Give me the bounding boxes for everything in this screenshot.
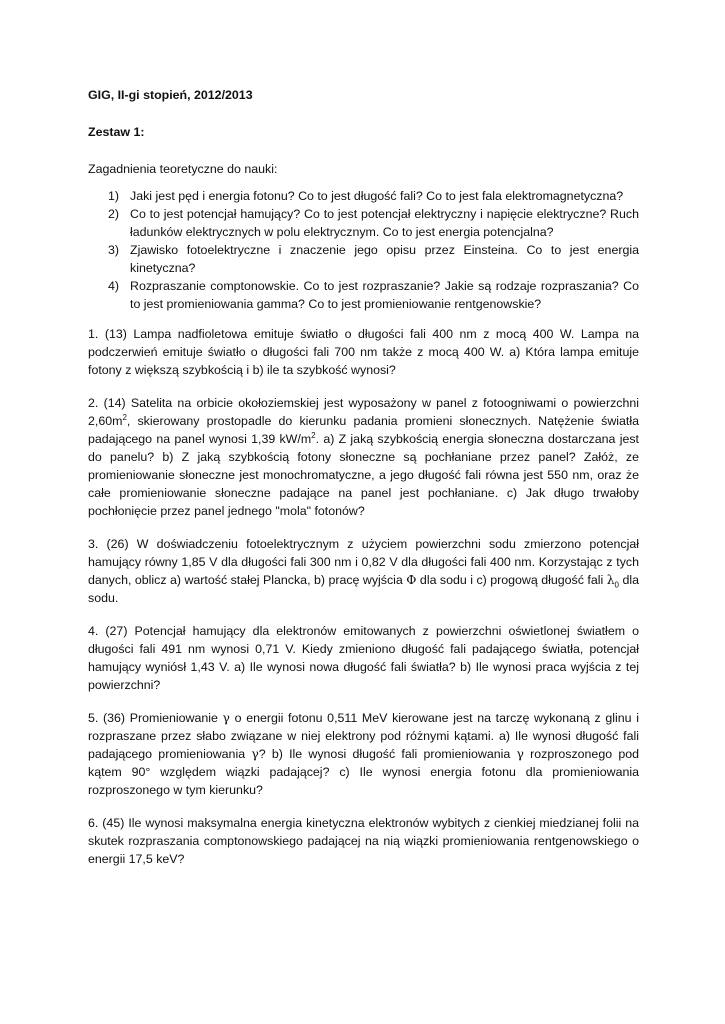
task-5-part-c: ? b) Ile wynosi długość fali promieniowania <box>258 747 517 761</box>
topic-text: Co to jest potencjał hamujący? Co to jest potencjał elektryczny i napięcie elektryczne? Ruch ładunków elektrycznych w polu elektrycznym. Co to jest energia potencjalna? <box>130 207 639 239</box>
task-2-part-c: . a) Z jaką szybkością energia słoneczna dostarczana jest do panelu? b) Z jaką szybkością fotony słoneczne są pochłaniane przez panel? Załóż, ze promieniowanie słoneczne jest monochromatyczne, a jego długość fali równa jest 550 nm, oraz że całe promieniowanie słoneczne padające na panel jest pochłaniane. c) Jak długo trwałoby pochłonięcie przez panel jednego "mola" fotonów? <box>88 432 639 518</box>
task-5-part-b: o energii fotonu 0,511 MeV kierowane jest na tarczę wykonaną z glinu i rozpraszane przez słabo związane w niej elektrony pod różnymi kątami. a) Ile wynosi długość fali padającego promieniowania <box>88 711 639 761</box>
lambda-symbol: λ <box>606 572 615 587</box>
topic-number: 2) <box>108 207 120 221</box>
topic-text: Jaki jest pęd i energia fotonu? Co to jest długość fali? Co to jest fala elektromagnetyczna? <box>130 189 624 203</box>
topics-list <box>88 187 639 313</box>
set-heading: Zestaw 1: <box>88 125 145 139</box>
gamma-symbol: γ <box>516 746 524 761</box>
topic-text: Rozpraszanie comptonowskie. Co to jest rozpraszanie? Jakie są rodzaje rozpraszania? Co to jest promieniowania gamma? Co to jest promieniowanie rentgenowskie? <box>130 279 639 311</box>
task-1: 1. (13) Lampa nadfioletowa emituje światło o długości fali 400 nm z mocą 400 W. Lampa na podczerwień emituje światło o długości fali 700 nm także z mocą 400 W. a) Która lampa emituje fotony z większą szybkością i b) ile ta szybkość wynosi? <box>88 327 639 377</box>
topic-item <box>88 205 639 241</box>
task-2-part-a: 2. (14) Satelita na orbicie okołoziemskiej jest wyposażony w panel z fotoogniwami o powierzchni 2,60m <box>88 396 639 428</box>
task-3 <box>88 535 639 607</box>
task-4: 4. (27) Potencjał hamujący dla elektronów emitowanych z powierzchni oświetlonej światłem o długości fali 491 nm wynosi 0,71 V. Kiedy zmieniono długość fali padającego światła, potencjał hamujący wyniósł 1,43 V. a) Ile wynosi nowa długość fali światła? b) Ile wynosi praca wyjścia z tej powierzchni? <box>88 624 639 692</box>
task-2 <box>88 394 639 520</box>
topics-intro: Zagadnienia teoretyczne do nauki: <box>88 162 278 176</box>
topic-item <box>88 277 639 313</box>
topic-item <box>88 241 639 277</box>
task-3-part-b: dla sodu i c) progową długość fali <box>416 573 607 587</box>
topic-item <box>88 187 639 205</box>
task-5 <box>88 709 639 799</box>
course-heading: GIG, II-gi stopień, 2012/2013 <box>88 88 253 102</box>
gamma-symbol: γ <box>222 710 230 725</box>
topic-number: 3) <box>108 243 120 257</box>
task-2-part-b: , skierowany prostopadle do kierunku padania promieni słonecznych. Natężenie światła padającego na panel wynosi 1,39 kW/m <box>88 414 639 446</box>
task-6: 6. (45) Ile wynosi maksymalna energia kinetyczna elektronów wybitych z cienkiej miedzianej folii na skutek rozpraszania comptonowskiego padającej na nią wiązki promieniowania rentgenowskiego o energii 17,5 keV? <box>88 816 639 866</box>
task-2-superscript-2: 2 <box>311 430 316 440</box>
task-3-part-c: dla sodu. <box>88 573 639 605</box>
lambda-subscript: 0 <box>614 580 619 590</box>
task-2-superscript-1: 2 <box>122 412 127 422</box>
task-5-part-d: rozproszonego pod kątem 90° względem wiązki padającej? c) Ile wynosi energia fotonu dla promieniowania rozproszonego w tym kierunku? <box>88 747 639 797</box>
document-page <box>88 86 639 883</box>
phi-symbol: Φ <box>406 572 417 587</box>
gamma-symbol: γ <box>251 746 259 761</box>
task-3-part-a: 3. (26) W doświadczeniu fotoelektrycznym z użyciem powierzchni sodu zmierzono potencjał hamujący równy 1,85 V dla długości fali 300 nm i 0,82 V dla długości fali 400 nm. Korzystając z tych danych, oblicz a) wartość stałej Plancka, b) pracę wyjścia <box>88 537 639 587</box>
task-5-part-a: 5. (36) Promieniowanie <box>88 711 223 725</box>
topic-number: 4) <box>108 279 120 293</box>
topic-number: 1) <box>108 189 120 203</box>
topic-text: Zjawisko fotoelektryczne i znaczenie jego opisu przez Einsteina. Co to jest energia kinetyczna? <box>130 243 639 275</box>
